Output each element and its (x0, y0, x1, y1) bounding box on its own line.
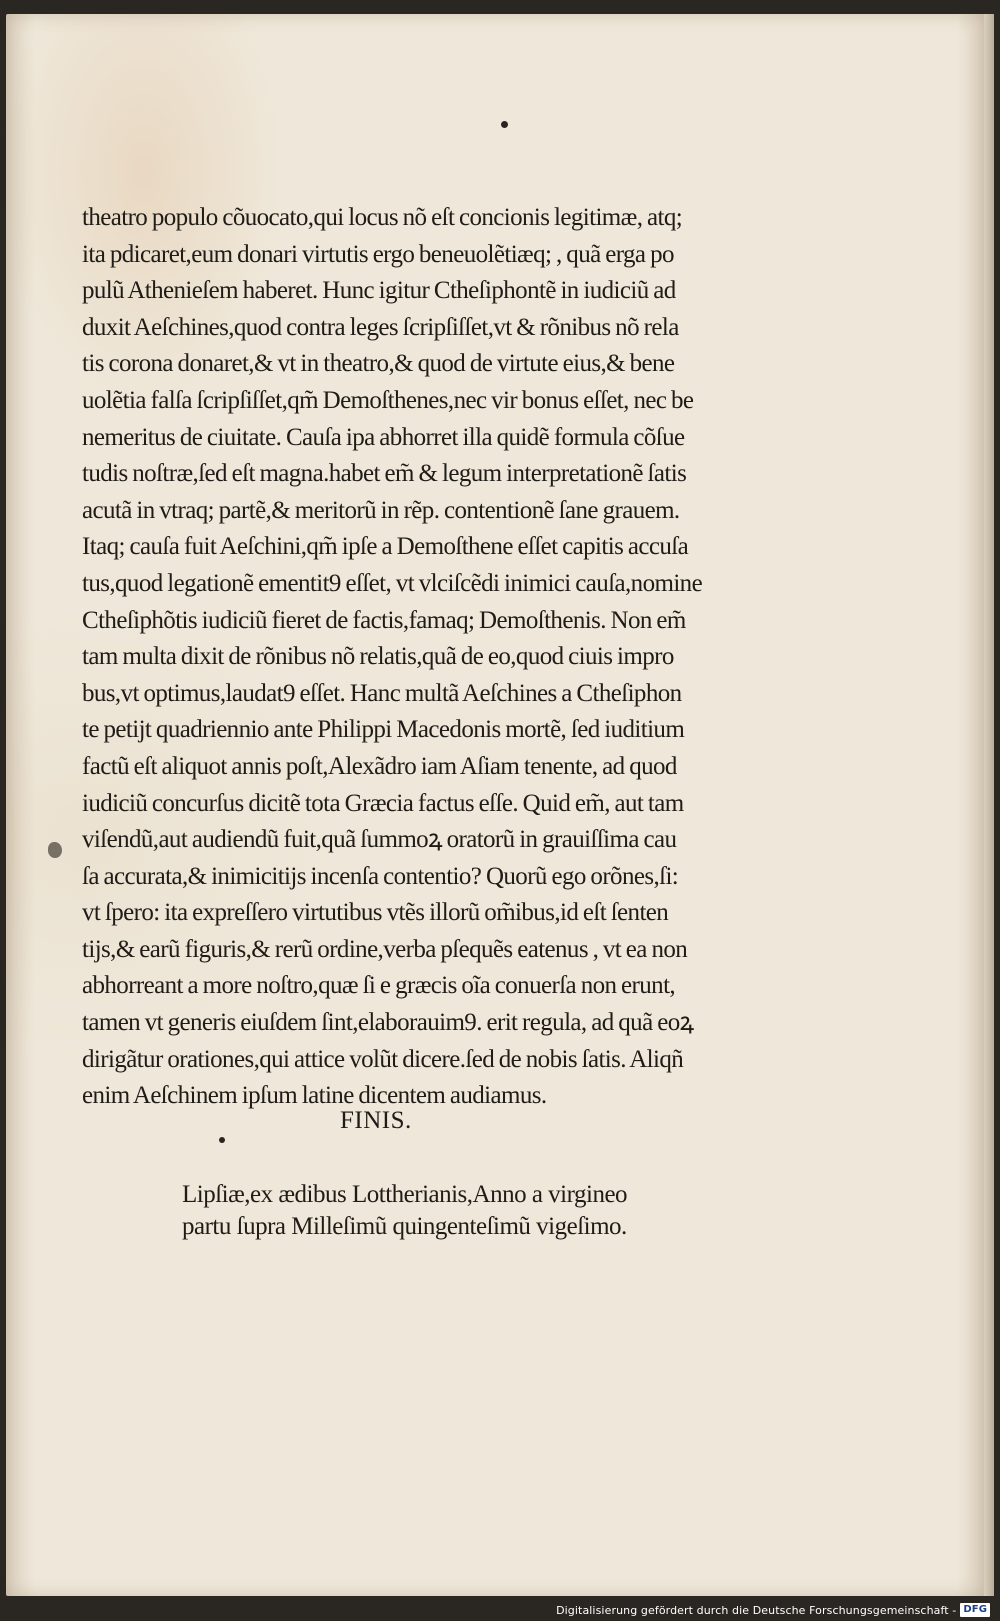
text-line: bus,vt optimus,laudat9 eſſet. Hanc multã Aeſchines a Ctheſiphon (82, 679, 682, 707)
credit-text: Digitalisierung gefördert durch die Deutsche Forschungsgemeinschaft - (556, 1603, 957, 1617)
text-line: tis corona donaret,& vt in theatro,& quod de virtute eius,& bene (82, 350, 675, 378)
text-line: dirigãtur orationes,qui attice volũt dicere.ſed de nobis ſatis. Aliqñ (82, 1045, 684, 1073)
text-line: tijs,& earũ figuris,& rerũ ordine,verba pſequẽs eatenus , vt ea non (82, 935, 688, 963)
text-line: vt ſpero: ita expreſſero virtutibus vtẽs illorũ om̃ibus,id eſt ſenten (82, 899, 669, 927)
text-line: theatro populo cõuocato,qui locus nõ eſt concionis legitimæ, atq; (82, 204, 683, 231)
page-edge (984, 14, 994, 1596)
text-line: abhorreant a more noſtro,quæ ſi e græcis oĩa conuerſa non erunt, (82, 972, 676, 1000)
text-line: acutã in vtraq; partẽ,& meritorũ in rẽp. contentionẽ ſane grauem. (82, 496, 680, 524)
digitization-credit (556, 1602, 990, 1618)
text-line: nemeritus de ciuitate. Cauſa ipa abhorret illa quidẽ formula cõſue (82, 423, 685, 451)
text-line: pulũ Athenieſem haberet. Hunc igitur Ctheſiphontẽ in iudiciũ ad (82, 277, 676, 305)
text-line: factũ eſt aliquot annis poſt,Alexãdro iam Aſiam tenente, ad quod (82, 752, 677, 780)
text-line: tamen vt generis eiuſdem ſint,elaborauim9. erit regula, ad quã eoꝝ (82, 1009, 694, 1037)
text-line: tudis noſtræ,ſed eſt magna.habet em̃ & legum interpretationẽ ſatis (82, 460, 687, 488)
finis-heading: FINIS. (340, 1107, 412, 1134)
text-line: Itaq; cauſa fuit Aeſchini,qm̃ ipſe a Demoſthene eſſet capitis accuſa (82, 533, 689, 561)
text-line: iudiciũ concurſus dicitẽ tota Græcia factus eſſe. Quid em̃, aut tam (82, 789, 684, 817)
body-text (82, 200, 732, 1115)
text-line: enim Aeſchinem ipſum latine dicentem audiamus. (82, 1082, 547, 1110)
text-line: ita pdicaret,eum donari virtutis ergo beneuolẽtiæq; , quã erga po (82, 240, 674, 268)
ink-blot (48, 842, 62, 858)
print-dot-middle (219, 1137, 225, 1143)
text-line: duxit Aeſchines,quod contra leges ſcripſiſſet,vt & rõnibus nõ rela (82, 313, 679, 341)
text-line: tus,quod legationẽ ementit9 eſſet, vt vlciſcẽdi inimici cauſa,nomine (82, 569, 703, 597)
text-line: ſa accurata,& inimicitijs incenſa contentio? Quorũ ego orõnes,ſi: (82, 862, 679, 890)
text-line: Ctheſiphõtis iudiciũ fieret de factis,famaq; Demoſthenis. Non em̃ (82, 606, 686, 634)
text-line: te petijt quadriennio ante Philippi Macedonis mortẽ, ſed iuditium (82, 716, 685, 744)
text-line: tam multa dixit de rõnibus nõ relatis,quã de eo,quod ciuis impro (82, 643, 674, 671)
text-line: viſendũ,aut audiendũ fuit,quã ſummoꝝ oratorũ in grauiſſima cau (82, 826, 677, 854)
text-line: uolẽtia falſa ſcripſiſſet,qm̃ Demoſthenes,nec vir bonus eſſet, nec be (82, 386, 694, 414)
colophon-line: Lipſiæ,ex ædibus Lottherianis,Anno a virgineo (182, 1181, 628, 1208)
dfg-logo-icon: DFG (960, 1603, 990, 1617)
colophon-line: partu ſupra Milleſimũ quingenteſimũ vigeſimo. (182, 1213, 627, 1240)
print-dot-top (501, 121, 508, 128)
colophon (182, 1179, 742, 1243)
